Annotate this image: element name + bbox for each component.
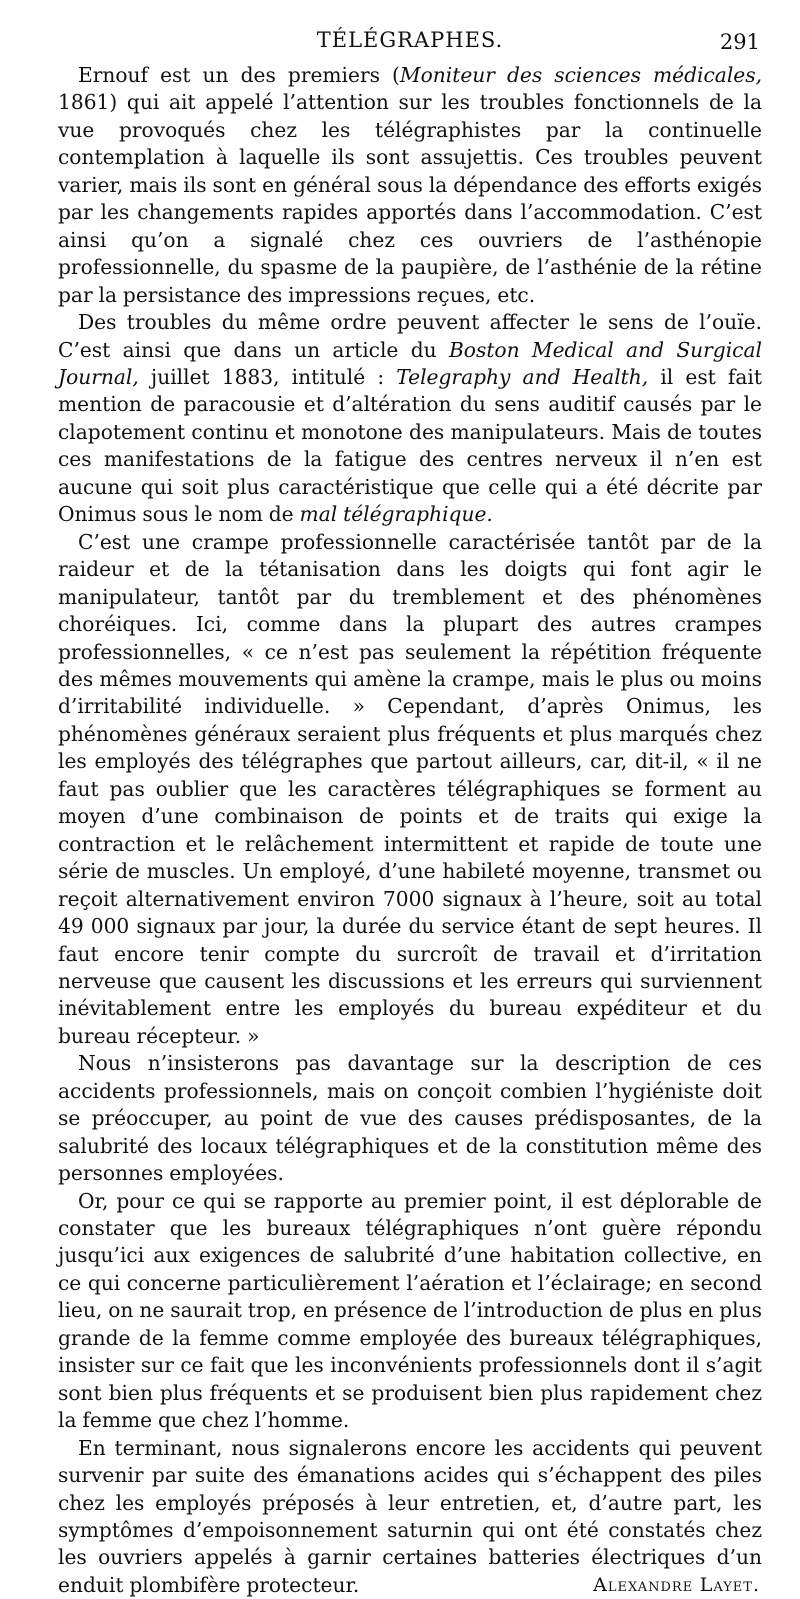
italic-citation: Boston Medical and Surgical Journal, xyxy=(58,337,762,389)
paragraph xyxy=(58,62,762,309)
italic-citation: Moniteur des sciences médicales, xyxy=(399,63,762,87)
text-run: juillet 1883, intitulé : xyxy=(138,364,397,389)
text-run: En terminant, nous signalerons encore les accidents qui peuvent survenir par suite des émanations acides qui s’échappent des piles chez les employés préposés à leur entretien, et, d’autre part, les symptômes d’empoisonnement saturnin qui ont été constatés chez les ouvriers appelés à garnir certaines batteries électriques d’un enduit plombifère protecteur. xyxy=(58,1435,762,1597)
text-run: il est fait mention de paracousie et d’altération du sens auditif causés par le clapotement continu et monotone des manipulateurs. Mais de toutes ces manifestations de la fatigue des centres nerveux il n’en est aucune qui soit plus caractéristique que celle qui a été décrite par Onimus sous le nom de xyxy=(58,364,762,527)
final-paragraph-wrap xyxy=(58,1435,762,1599)
paragraph xyxy=(58,1050,762,1187)
page-number: 291 xyxy=(719,30,760,54)
paragraph xyxy=(58,529,762,1051)
text-run: Or, pour ce qui se rapporte au premier point, il est déplorable de constater que les bureaux télégraphiques n’ont guère répondu jusqu’ici aux exigences de salubrité d’une habitation collective, en ce qui concerne particulièrement l’aération et l’éclairage; en second lieu, on ne saurait trop, en présence de l’introduction de plus en plus grande de la femme comme employée des bureaux télégraphiques, insister sur ce fait que les inconvénients professionnels dont il s’agit sont bien plus fréquents et se produisent bien plus rapidement chez la femme que chez l’homme. xyxy=(58,1188,762,1433)
text-run: 1861) qui ait appelé l’attention sur les troubles fonctionnels de la vue provoqués chez les télégraphistes par la continuelle contemplation à laquelle ils sont assujettis. Ces troubles peuvent varier, mais ils sont en général sous la dépendance des efforts exigés par les changements rapides apportés dans l’accommodation. C’est ainsi qu’on a signalé chez ces ouvriers de l’asthénopie professionnelle, du spasme de la paupière, de l’asthénie de la rétine par la persistance des impressions reçues, etc. xyxy=(58,90,762,307)
running-title: TÉLÉGRAPHES. xyxy=(316,28,504,52)
text-run: C’est une crampe professionnelle caractérisée tantôt par de la raideur et de la tétanisation dans les doigts qui font agir le manipulateur, tantôt par du tremblement et des phénomènes choréiques. Ici, comme dans la plupart des autres crampes professionnelles, « ce n’est pas seulement la répétition fréquente des mêmes mouvements qui amène la crampe, mais le plus ou moins d’irritabilité individuelle. » Cependant, d’après Onimus, les phénomènes généraux seraient plus fréquents et plus marqués chez les employés des télégraphes que partout ailleurs, car, dit-il, « il ne faut pas oublier que les caractères télégraphiques se forment au moyen d’une combinaison de points et de traits qui exige la contraction et le relâchement intermittent et rapide de toute une série de muscles. Un employé, d’une habileté moyenne, transmet ou reçoit alternativement environ 7000 signaux à l’heure, soit au total 49 000 signaux par jour, la durée du service étant de sept heures. Il faut encore tenir compte du surcroît de travail et d’irritation nerveuse que causent les discussions et les erreurs qui surviennent inévitablement entre les employés du bureau expéditeur et du bureau récepteur. » xyxy=(58,529,762,1048)
paragraph xyxy=(58,309,762,529)
running-header xyxy=(60,10,760,54)
paragraph xyxy=(58,1435,762,1599)
paragraph xyxy=(58,1188,762,1435)
text-run: Ernouf est un des premiers ( xyxy=(78,63,400,87)
text-run: Nous n’insisterons pas davantage sur la description de ces accidents professionnels, mais on conçoit combien l’hygiéniste doit se préoccuper, au point de vue des causes prédisposantes, de la salubrité des locaux télégraphiques et de la constitution même des personnes employées. xyxy=(58,1051,762,1186)
text-run: Des troubles du même ordre peuvent affecter le sens de l’ouïe. C’est ainsi que dans un article du xyxy=(58,310,762,362)
author-signature: Alexandre Layet. xyxy=(593,1573,760,1596)
italic-citation: mal télégraphique. xyxy=(299,502,493,527)
article-body xyxy=(58,62,762,1599)
italic-citation: Telegraphy and Health, xyxy=(396,364,649,389)
